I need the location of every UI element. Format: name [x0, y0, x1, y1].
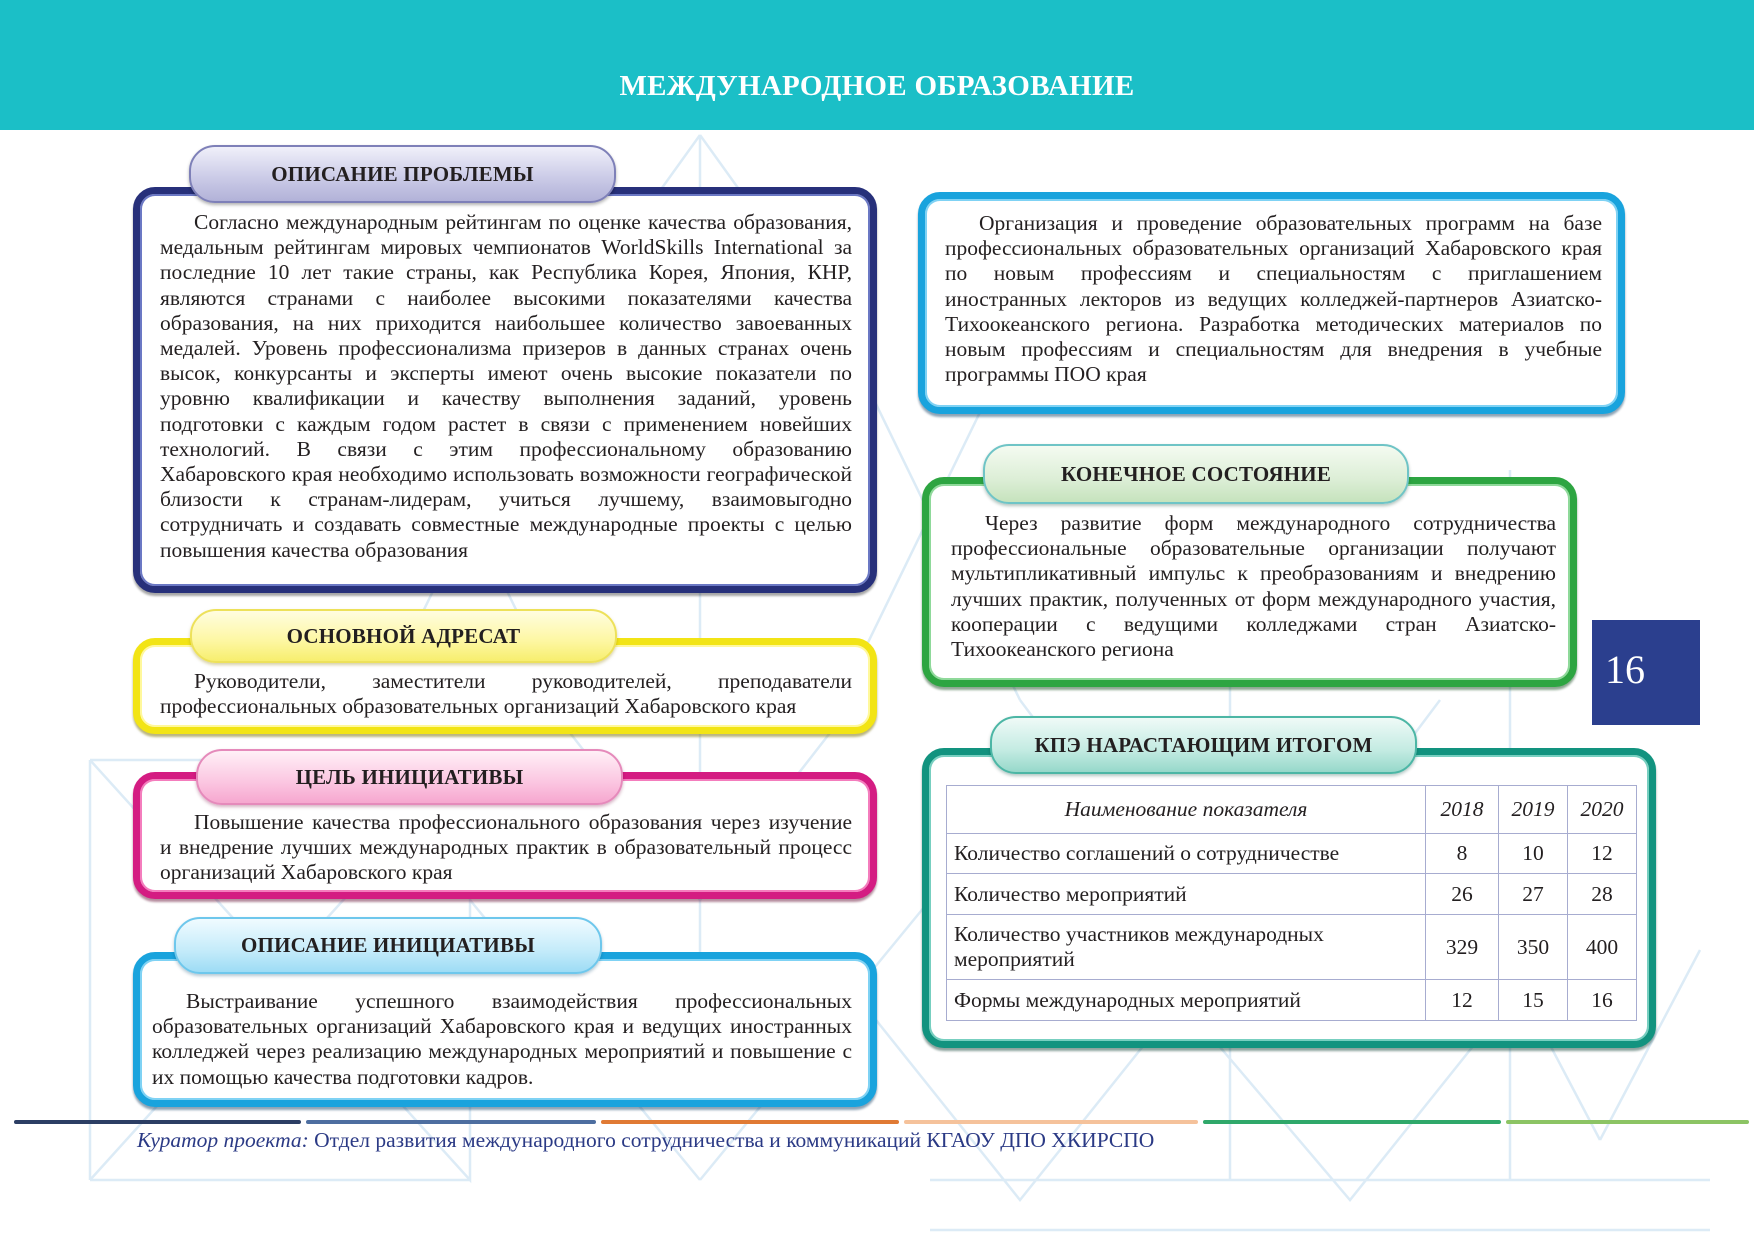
- initiative-continued-text: Организация и проведение образовательных программ на базе профессиональных образовательных организаций Хабаровского края по новым профессиям и специальностям с приглашением иностранных лекторов из ведущих колледжей-партнеров Азиатско-Тихоокеанского региона. Разработка методических материалов по новым профессиям и специальностям для внедрения в учебные программы ПОО края: [945, 211, 1602, 387]
- addressee-title: ОСНОВНОЙ АДРЕСАТ: [286, 623, 521, 648]
- kpi-column-2019: 2019: [1499, 786, 1568, 834]
- addressee-text: Руководители, заместители руководителей, преподаватели профессиональных образовательных организаций Хабаровского края: [160, 669, 852, 719]
- initiative-description-title: ОПИСАНИЕ ИНИЦИАТИВЫ: [241, 933, 535, 957]
- footer-curator: [137, 1128, 1154, 1153]
- initiative-continued-box: [918, 192, 1625, 414]
- kpi-column-2020: 2020: [1568, 786, 1637, 834]
- goal-title: ЦЕЛЬ ИНИЦИАТИВЫ: [295, 764, 524, 789]
- page-number-badge: [1592, 620, 1700, 725]
- footer-divider-segment: [904, 1120, 1198, 1124]
- end-state-tab: [983, 444, 1409, 504]
- footer-divider-segment: [601, 1120, 899, 1124]
- kpi-row: Количество соглашений о сотрудничестве 8 10 12: [947, 834, 1637, 874]
- end-state-title: КОНЕЧНОЕ СОСТОЯНИЕ: [1060, 461, 1332, 486]
- problem-description-title: ОПИСАНИЕ ПРОБЛЕМЫ: [271, 161, 534, 186]
- problem-description-text: Согласно международным рейтингам по оценке качества образования, медальным рейтингам мировых чемпионатов WorldSkills International за последние 10 лет такие страны, как Республика Корея, Япония, КНР, являются странами с наиболее высокими показателями качества образования, на них приходится наибольшее количество завоеванных медалей. Уровень профессионализма призеров в данных странах очень высок, конкурсанты и эксперты имеют очень высокие показатели по уровню квалификации и качеству выполнения заданий, уровень подготовки с каждым годом растет в связи с применением новейших технологий. В связи с этим профессиональному образованию Хабаровского края необходимо использовать возможности географической близости к странам-лидерам, учиться лучшему, взаимовыгодно сотрудничать и создавать совместные международные проекты с целью повышения качества образования: [160, 210, 852, 562]
- goal-tab: [196, 749, 623, 805]
- page-header: [0, 0, 1754, 130]
- initiative-description-text: Выстраивание успешного взаимодействия профессиональных образовательных организаций Хабаровского края и ведущих иностранных колледжей через реализацию международных мероприятий и повышение с их помощью качества подготовки кадров.: [152, 989, 852, 1089]
- curator-label: Куратор проекта:: [137, 1128, 309, 1152]
- goal-text: Повышение качества профессионального образования через изучение и внедрение лучших международных практик в образовательный процесс организаций Хабаровского края: [160, 810, 852, 885]
- page-number: 16: [1605, 647, 1645, 692]
- kpi-table: [946, 785, 1637, 1021]
- initiative-description-tab: [174, 917, 602, 974]
- curator-text: Отдел развития международного сотрудничества и коммуникаций КГАОУ ДПО ХКИРСПО: [308, 1128, 1155, 1152]
- kpi-row: Количество участников международных мероприятий 329 350 400: [947, 915, 1637, 980]
- kpi-tab: [990, 716, 1417, 774]
- kpi-title: КПЭ НАРАСТАЮЩИМ ИТОГОМ: [1034, 732, 1373, 757]
- kpi-column-2018: 2018: [1426, 786, 1499, 834]
- footer-divider-segment: [306, 1120, 596, 1124]
- kpi-column-name: Наименование показателя: [947, 786, 1426, 834]
- footer-divider-segment: [1203, 1120, 1501, 1124]
- kpi-row: Количество мероприятий 26 27 28: [947, 874, 1637, 915]
- footer-divider-segment: [14, 1120, 301, 1124]
- initiative-description-box: [133, 952, 877, 1107]
- problem-description-tab: [189, 145, 616, 203]
- footer-divider-segment: [1506, 1120, 1749, 1124]
- page-title: МЕЖДУНАРОДНОЕ ОБРАЗОВАНИЕ: [619, 70, 1135, 102]
- kpi-header-row: [947, 786, 1637, 834]
- end-state-box: [922, 477, 1577, 687]
- kpi-box: [922, 748, 1656, 1048]
- problem-description-box: [133, 187, 877, 593]
- kpi-row: Формы международных мероприятий 12 15 16: [947, 980, 1637, 1021]
- addressee-tab: [190, 609, 617, 663]
- end-state-text: Через развитие форм международного сотрудничества профессиональные образовательные организации получают мультипликативный импульс к преобразованиям и внедрению лучших практик, полученных от форм международного участия, кооперации с ведущими колледжами стран Азиатско-Тихоокеанского региона: [951, 511, 1556, 662]
